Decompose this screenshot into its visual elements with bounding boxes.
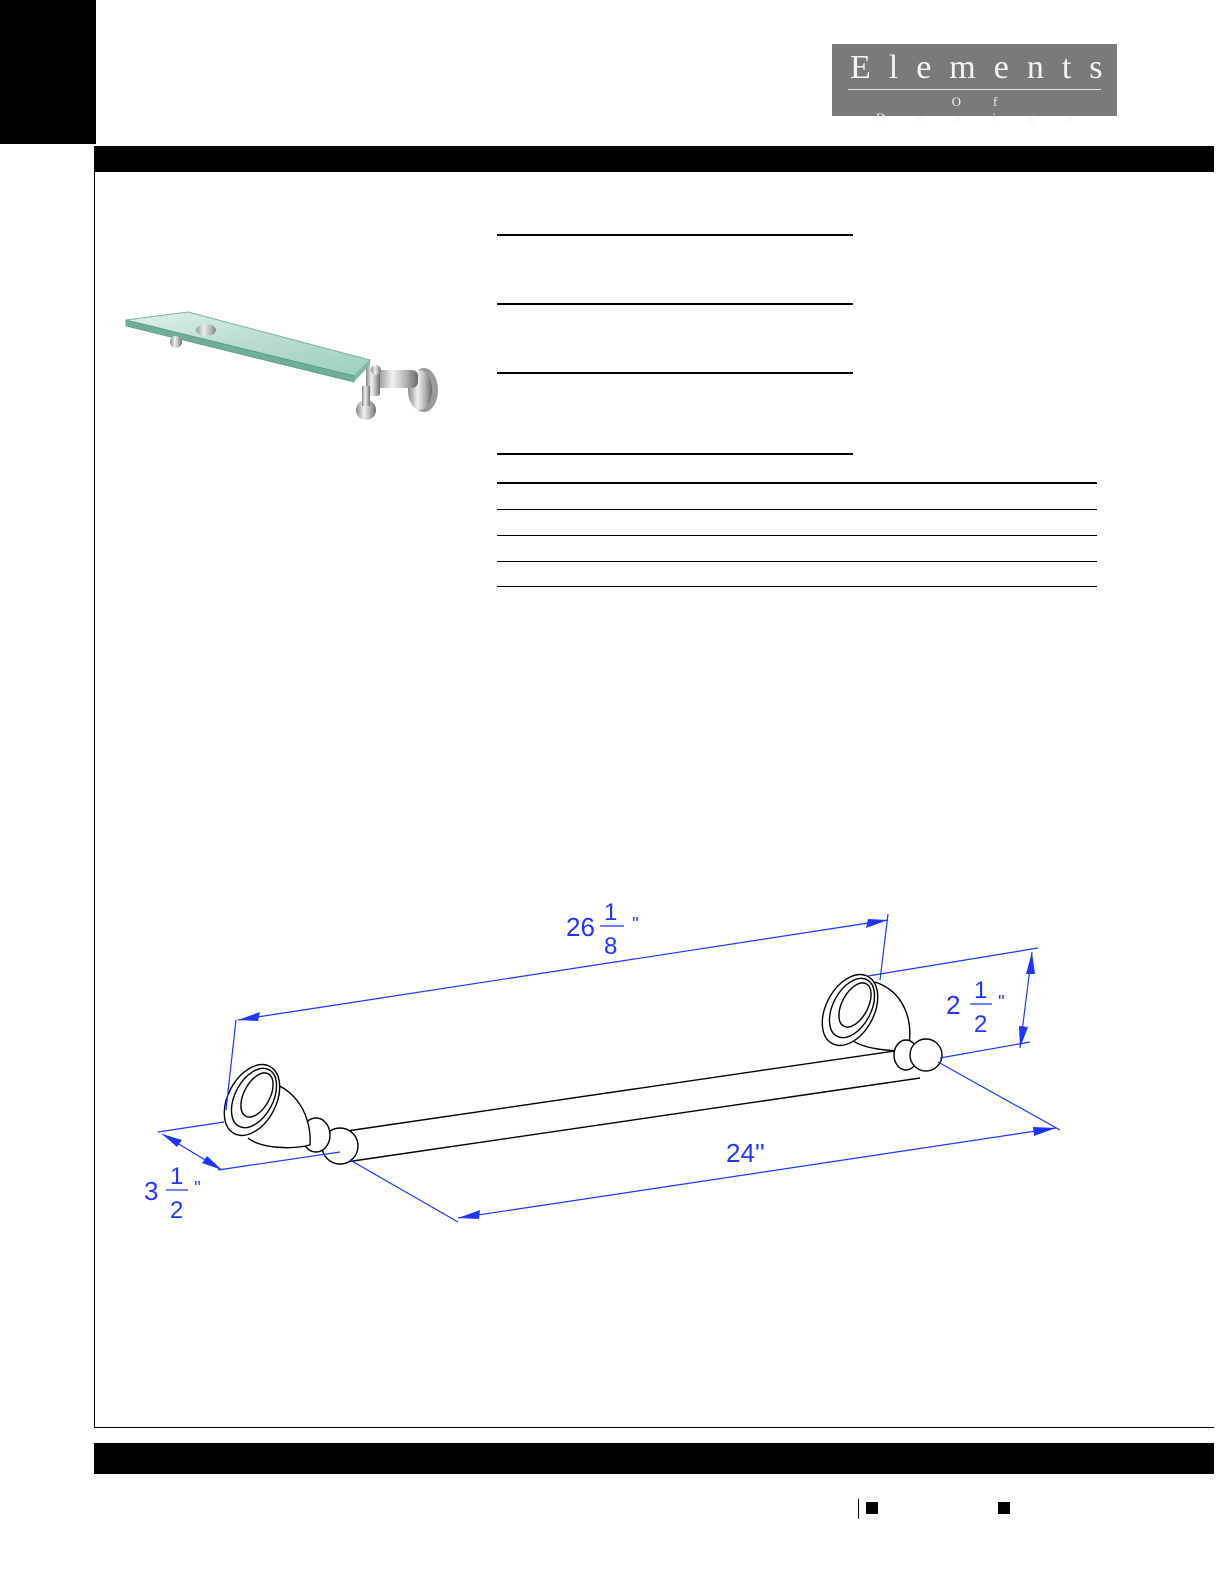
spec-table-rule <box>497 509 1097 510</box>
height-unit: '' <box>998 992 1005 1012</box>
bar-extension-right <box>938 1062 1060 1130</box>
spec-table-rule <box>497 561 1097 562</box>
spec-table-rule <box>497 482 1097 484</box>
frame-left-rule <box>94 172 95 1428</box>
spec-field-rule <box>497 372 853 374</box>
depth-whole-label: 3 <box>144 1176 159 1206</box>
overall-whole-label: 26 <box>566 912 595 942</box>
corner-black-block <box>0 0 96 144</box>
overall-dimension-line <box>238 920 888 1020</box>
height-arrow-bottom <box>1019 1026 1028 1048</box>
height-arrow-top <box>1026 952 1035 974</box>
overall-arrow-left <box>238 1012 260 1021</box>
height-extension-bottom <box>940 1042 1030 1058</box>
footer-separator <box>858 1499 859 1519</box>
depth-arrow-back <box>162 1134 182 1147</box>
height-whole-label: 2 <box>946 990 961 1020</box>
overall-unit: '' <box>632 914 639 934</box>
depth-arrow-front <box>202 1156 222 1170</box>
bar-top-line <box>340 1048 915 1132</box>
bar-arrow-left <box>458 1210 480 1219</box>
dimension-drawing-towel-bar <box>140 890 1070 1240</box>
depth-extension-front <box>218 1152 340 1170</box>
overall-numerator: 1 <box>604 899 618 926</box>
spec-table-rule <box>497 535 1097 536</box>
bar-length-label: 24'' <box>726 1138 765 1168</box>
logo-divider <box>848 89 1101 90</box>
height-numerator: 1 <box>974 977 988 1004</box>
height-denominator: 2 <box>974 1011 988 1038</box>
frame-bottom-rule <box>94 1427 1214 1428</box>
depth-numerator: 1 <box>170 1163 184 1190</box>
depth-unit: '' <box>194 1178 201 1198</box>
logo-main-text: Elements <box>850 49 1121 86</box>
overall-arrow-right <box>866 919 888 928</box>
spec-field-rule <box>497 234 853 236</box>
depth-denominator: 2 <box>170 1197 184 1224</box>
brand-logo <box>832 44 1121 125</box>
overall-extension-right <box>880 914 888 980</box>
spec-field-rule <box>497 303 853 305</box>
height-extension-top <box>868 948 1038 976</box>
footer-bullet-square <box>998 1502 1010 1514</box>
logo-sub-text: Of Design <box>876 94 1105 125</box>
right-end-cap <box>910 1039 942 1071</box>
spec-field-rule <box>497 453 853 455</box>
overall-denominator: 8 <box>604 933 618 960</box>
depth-extension-back <box>158 1122 224 1132</box>
bar-arrow-right <box>1033 1127 1056 1136</box>
product-photo-glass-shelf <box>118 298 448 428</box>
footer-bullet-square <box>866 1502 878 1514</box>
bar-bottom-line <box>346 1078 920 1162</box>
spec-table-rule <box>497 586 1097 587</box>
bar-extension-left <box>350 1160 458 1222</box>
footer-bar <box>94 1443 1214 1474</box>
header-bar <box>94 146 1214 172</box>
